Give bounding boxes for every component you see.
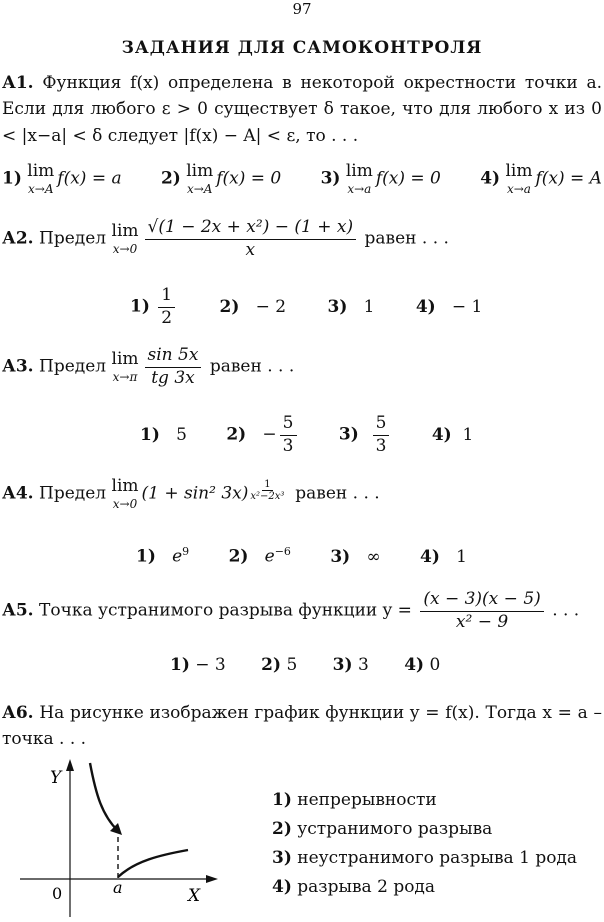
option-2: 2) − $\frac{5}{3}$ — [226, 414, 299, 456]
problem-label: А3. — [2, 356, 34, 377]
option-1: 1) 5 — [140, 424, 187, 445]
page-number: 97 — [292, 0, 312, 18]
y-label: Y — [50, 768, 62, 788]
a3-options — [140, 414, 473, 456]
problem-label: А5. — [2, 600, 34, 621]
a6-options — [272, 786, 577, 902]
a-label: a — [113, 878, 123, 897]
option-1: 1) lim x→A f(x) = a — [2, 161, 122, 196]
option-2: 2) устранимого разрыва — [272, 819, 493, 839]
problem-label: А2. — [2, 228, 34, 249]
y-axis-arrow — [66, 759, 74, 771]
option-4: 4) 0 — [404, 655, 441, 675]
a1-options — [2, 163, 602, 195]
option-2: 2) lim x→A f(x) = 0 — [160, 161, 282, 196]
problem-a2: А2. Предел lim x→0 $\frac{\text{√(1 − 2x + x²) − (1 + x)}}{x}$ равен . . . — [2, 217, 449, 260]
option-3: 3) 1 — [327, 296, 375, 317]
option-4: 4) 1 — [431, 424, 474, 445]
x-label: X — [188, 886, 201, 906]
option-1: 1) − 3 — [170, 655, 226, 675]
option-3: 3) 3 — [332, 655, 369, 675]
option-3: 3) неустранимого разрыва 1 рода — [272, 848, 578, 868]
section-title: ЗАДАНИЯ ДЛЯ САМОКОНТРОЛЯ — [121, 38, 483, 58]
a2-fraction: $\frac{\text{√(1 − 2x + x²) − (1 + x)}}{x}$ — [145, 218, 357, 260]
a6-graph — [0, 755, 240, 920]
option-1: 1) $\frac{1}{2}$ — [130, 286, 178, 328]
option-3: 3) $\frac{5}{3}$ — [339, 414, 393, 456]
option-2: 2) 5 — [261, 655, 298, 675]
option-3: 3) lim x→a f(x) = 0 — [320, 161, 441, 196]
option-4: 4) − 1 — [415, 296, 483, 317]
origin-label: 0 — [52, 884, 63, 903]
problem-a4: А4. Предел lim x→0 (1 + sin² 3x) $\frac{1}{\text{x²−2x³}}$ равен . . . — [2, 476, 380, 511]
problem-a6: А6. На рисунке изображен график функции y = f(x). Тогда x = a – точка . . . — [2, 703, 603, 750]
x-axis-arrow — [206, 875, 218, 883]
problem-a1 — [2, 70, 602, 149]
problem-text: Функция f(x) определена в некоторой окрестности точки a. Если для любого ε > 0 существует δ такое, что для любого x из 0 < |x−a| < δ следует |f(x) − A| < ε, то . . . — [2, 73, 602, 146]
option-3: 3) ∞ — [330, 546, 381, 567]
a5-options — [170, 655, 440, 675]
option-2: 2) $e^{-6}$ — [228, 545, 291, 567]
option-4: 4) 1 — [420, 546, 467, 567]
a3-fraction: $\frac{\sin 5x}{tg 3x}$ — [145, 346, 202, 388]
a5-fraction: $\frac{(x - 3)(x - 5)}{\text{x² − 9}}$ — [420, 590, 543, 632]
a2-options — [130, 286, 482, 328]
option-4: 4) разрыва 2 рода — [272, 877, 436, 897]
problem-a5: А5. Точка устранимого разрыва функции y = $\frac{(x - 3)(x - 5)}{\text{x² − 9}}$ . . . — [2, 589, 580, 632]
problem-label: А4. — [2, 483, 34, 504]
problem-a3: А3. Предел lim x→π $\frac{\sin 5x}{tg 3x}$ равен . . . — [2, 345, 295, 388]
a4-exponent: $\frac{1}{\text{x²−2x³}}$ — [250, 478, 285, 502]
option-2: 2) − 2 — [219, 296, 287, 317]
option-4: 4) lim x→a f(x) = A — [480, 161, 602, 196]
option-1: 1) непрерывности — [272, 790, 437, 810]
curve-left-branch — [90, 763, 118, 831]
option-1: 1) $e^9$ — [136, 545, 190, 567]
problem-label: А6. — [2, 703, 34, 723]
a4-options — [136, 545, 467, 567]
problem-label: А1. — [2, 73, 34, 93]
curve-right-branch — [118, 850, 188, 877]
